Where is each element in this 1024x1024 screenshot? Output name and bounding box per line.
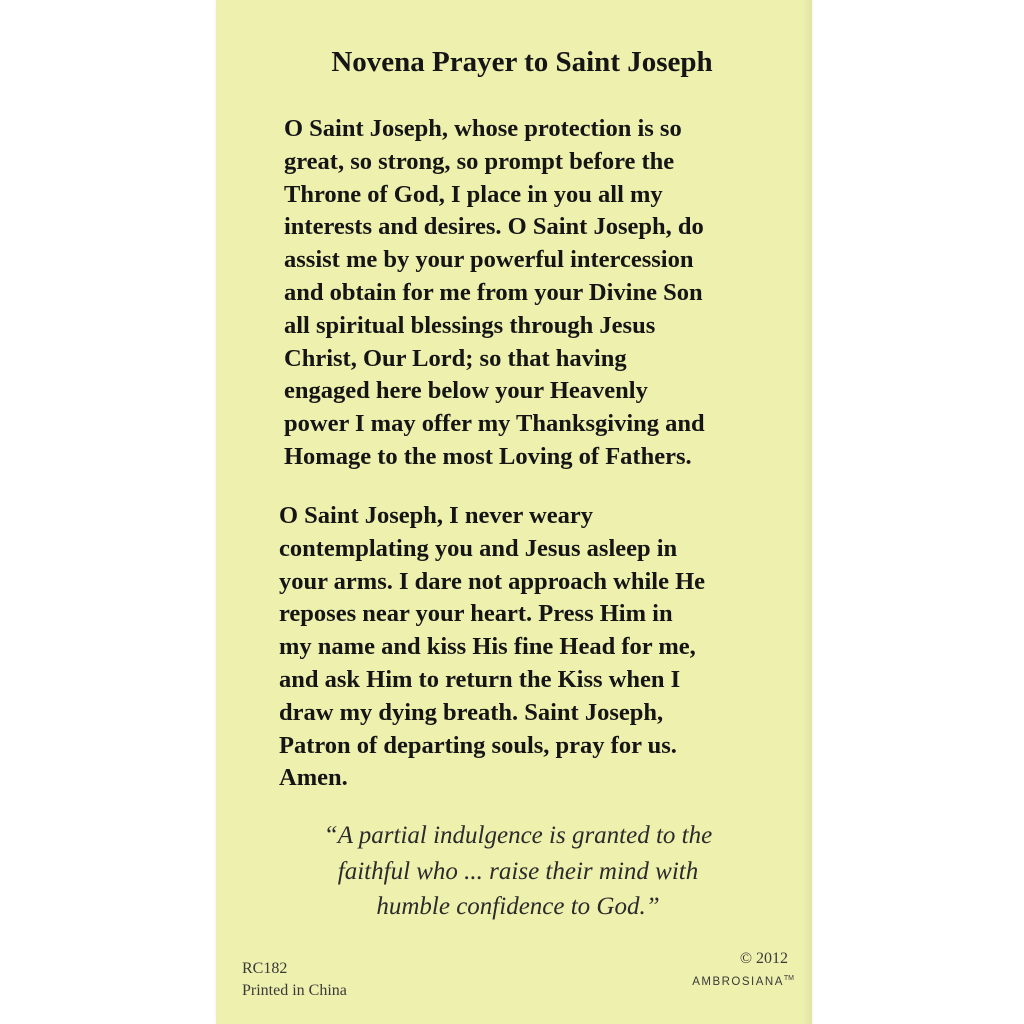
prayer-line: my name and kiss His fine Head for me, [279, 633, 696, 661]
card-title: Novena Prayer to Saint Joseph [331, 46, 713, 78]
prayer-line: and ask Him to return the Kiss when I [279, 665, 681, 693]
prayer-line: Christ, Our Lord; so that having [284, 344, 627, 372]
prayer-line: O Saint Joseph, I never weary [279, 502, 593, 529]
prayer-line: engaged here below your Heavenly [284, 377, 648, 405]
prayer-line: Amen. [279, 764, 348, 792]
brand-text: AMBROSIANA [692, 975, 784, 988]
brand-name [692, 970, 794, 991]
trademark-mark: TM [783, 975, 794, 982]
prayer-line: Patron of departing souls, pray for us. [279, 731, 677, 759]
prayer-line: contemplating you and Jesus asleep in [279, 534, 678, 562]
prayer-line: power I may offer my Thanksgiving and [284, 410, 705, 438]
prayer-card [216, 0, 812, 1024]
quote-line: faithful who ... raise their mind with [337, 857, 699, 885]
prayer-line: O Saint Joseph, whose protection is so [284, 115, 682, 142]
quote-line: humble confidence to God.” [376, 893, 660, 920]
prayer-paragraph-1 [284, 113, 705, 474]
prayer-line: assist me by your powerful intercession [284, 246, 694, 274]
prayer-line: great, so strong, so prompt before the [284, 147, 675, 175]
copyright-notice: © 2012 [739, 950, 788, 967]
product-code: RC182 [242, 960, 288, 977]
prayer-line: Throne of God, I place in you all my [284, 180, 663, 208]
prayer-line: and obtain for me from your Divine Son [284, 278, 703, 306]
prayer-line: draw my dying breath. Saint Joseph, [279, 698, 664, 726]
prayer-line: Homage to the most Loving of Fathers. [284, 442, 692, 470]
printed-in: Printed in China [242, 982, 347, 999]
footer-right [692, 948, 794, 991]
quote-line: “A partial indulgence is granted to the [323, 822, 713, 849]
prayer-line: your arms. I dare not approach while He [279, 567, 706, 595]
footer-left [242, 958, 347, 1002]
prayer-line: all spiritual blessings through Jesus [284, 311, 656, 339]
prayer-line: reposes near your heart. Press Him in [279, 600, 673, 628]
prayer-paragraph-2 [279, 500, 705, 795]
indulgence-quote [216, 818, 820, 925]
prayer-line: interests and desires. O Saint Joseph, do [284, 213, 704, 241]
